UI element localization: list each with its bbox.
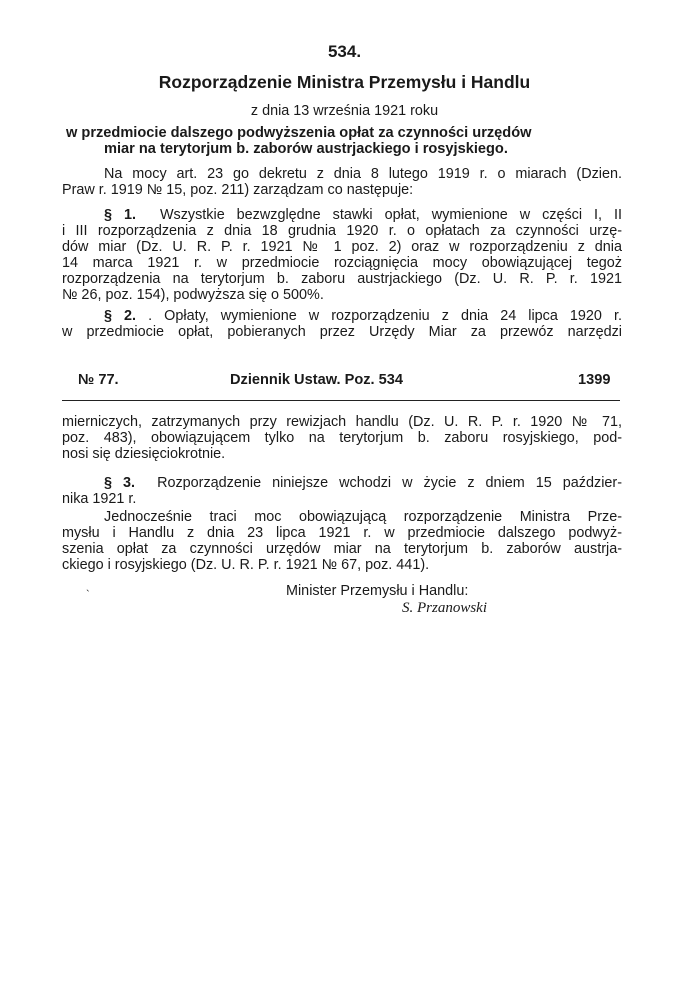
section-1-first-line xyxy=(62,207,622,223)
section-2-first-line xyxy=(62,308,622,324)
section-2-cont-line: nosi się dziesięciokrotnie. xyxy=(62,446,226,462)
page-number: 1399 xyxy=(578,372,611,388)
section-3-line: nika 1921 r. xyxy=(62,491,137,507)
signatory-title: Minister Przemysłu i Handlu: xyxy=(286,583,469,599)
section-1 xyxy=(62,207,622,303)
journal-title: Dziennik Ustaw. Poz. 534 xyxy=(230,372,404,388)
subject-line-1: w przedmiocie dalszego podwyższenia opłat za czynności urzędów xyxy=(66,125,532,141)
section-2-cont-line: mierniczych, zatrzymanych przy rewizjach handlu (Dz. U. R. P. r. 1920 № 71, xyxy=(62,414,622,430)
section-2-continued xyxy=(62,414,622,462)
section-1-line: № 26, poz. 154), podwyższa się o 500%. xyxy=(62,287,324,303)
section-2-line: w przedmiocie opłat, pobieranych przez Urzędy Miar za przewóz narzędzi xyxy=(62,324,622,340)
act-number: 534. xyxy=(327,42,362,61)
intro-line: Praw r. 1919 № 15, poz. 211) zarządzam co następuje: xyxy=(62,182,414,198)
signature: S. Przanowski xyxy=(402,600,488,616)
section-3-label: § 3. xyxy=(104,475,136,491)
stray-mark: ` xyxy=(86,589,90,601)
closing-line: ckiego i rosyjskiego (Dz. U. R. P. r. 1921 № 67, poz. 441). xyxy=(62,557,430,573)
closing-line: mysłu i Handlu z dnia 23 lipca 1921 r. w przedmiocie dalszego podwyż- xyxy=(62,525,622,541)
issue-number: № 77. xyxy=(78,372,119,388)
closing-first-line: Jednocześnie traci moc obowiązującą rozporządzenie Ministra Prze- xyxy=(104,509,622,525)
intro-paragraph xyxy=(62,166,622,198)
act-subject xyxy=(66,125,626,157)
header-rule xyxy=(62,400,620,401)
section-1-line: rozporządzenia na terytorjum b. zaboru austrjackiego (Dz. U. R. P. r. 1921 xyxy=(62,271,622,287)
closing-paragraph xyxy=(62,509,622,573)
page-header xyxy=(0,372,689,392)
section-3-text: Rozporządzenie niniejsze wchodzi w życie z dniem 15 paździer- xyxy=(157,475,622,491)
section-1-label: § 1. xyxy=(104,207,136,223)
section-3-first-line xyxy=(62,475,622,491)
section-1-line: i III rozporządzenia z dnia 18 grudnia 1920 r. o opłatach za czynności urzę- xyxy=(62,223,622,239)
subject-line-2: miar na terytorjum b. zaborów austrjackiego i rosyjskiego. xyxy=(104,141,508,157)
section-2 xyxy=(62,308,622,340)
section-2-text: . Opłaty, wymienione w rozporządzeniu z dnia 24 lipca 1920 r. xyxy=(148,308,622,324)
act-title: Rozporządzenie Ministra Przemysłu i Handlu xyxy=(158,72,531,92)
section-2-cont-line: poz. 483), obowiązującem tylko na terytorjum b. zaboru rosyjskiego, pod- xyxy=(62,430,622,446)
closing-line: szenia opłat za czynności urzędów miar na terytorjum b. zaborów austrja- xyxy=(62,541,622,557)
act-date: z dnia 13 września 1921 roku xyxy=(250,103,439,119)
section-1-line: 14 marca 1921 r. w przedmiocie rozciągnięcia mocy obowiązującej tegoż xyxy=(62,255,622,271)
intro-line: Na mocy art. 23 go dekretu z dnia 8 lutego 1919 r. o miarach (Dzien. xyxy=(104,166,622,182)
section-3 xyxy=(62,475,622,507)
section-1-line: dów miar (Dz. U. R. P. r. 1921 № 1 poz. 2) oraz w rozporządzeniu z dnia xyxy=(62,239,622,255)
section-1-text: Wszystkie bezwzględne stawki opłat, wymienione w części I, II xyxy=(159,207,622,223)
section-2-label: § 2. xyxy=(104,308,137,324)
